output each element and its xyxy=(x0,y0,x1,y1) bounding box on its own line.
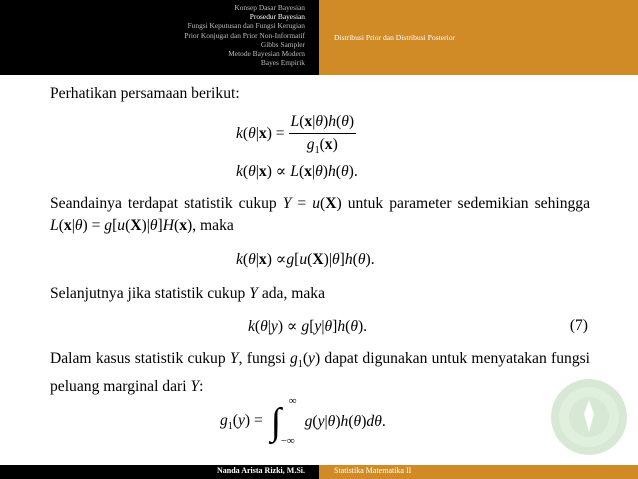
posterior-fraction: $\frac{L(x|\theta)h(\theta)}{g_1(x)}$ xyxy=(290,113,355,157)
marginal-paragraph: Dalam kasus statistik cukup Y, fungsi $g_1(y)$ dapat digunakan untuk menyatakan fungsi peluang marginal dari Y: xyxy=(50,350,591,396)
intro-paragraph: Perhatikan persamaan berikut: xyxy=(50,85,240,102)
next-paragraph: Selanjutnya jika statistik cukup Y ada, maka xyxy=(50,285,326,302)
footer-author-bar xyxy=(0,465,319,479)
nav-item-prior-konjugat[interactable]: Prior Konjugat dan Prior Non-Informatif xyxy=(184,30,305,40)
posterior-y-equation: k(θ|y) ∝ g[y|θ]h(θ). xyxy=(248,318,368,335)
section-nav-list xyxy=(184,3,305,67)
beamer-header xyxy=(0,0,638,75)
proportional-equation: k(θ|x) ∝ L(x|θ)h(θ). xyxy=(236,163,358,180)
footer-author: Nanda Arista Rizki, M.Si. xyxy=(216,466,305,475)
nav-item-fungsi-keputusan[interactable]: Fungsi Keputusan dan Fungsi Kerugian xyxy=(187,21,305,31)
subsection-title[interactable]: Distribusi Prior dan Distribusi Posterior xyxy=(334,33,456,42)
equation-number: (7) xyxy=(569,317,588,334)
slide-body xyxy=(0,75,638,465)
nav-item-konsep-dasar[interactable]: Konsep Dasar Bayesian xyxy=(234,3,305,12)
subsection-bar xyxy=(319,0,638,75)
marginal-integral-equation: $g_1(y)$ = ∫ ∞ −∞ g(y|θ)h(θ)dθ. xyxy=(220,395,386,447)
nav-item-prosedur-bayesian[interactable]: Prosedur Bayesian xyxy=(249,12,305,22)
section-navigation xyxy=(0,0,319,75)
sufficient-proportional-equation: k(θ|x) ∝g[u(X)|θ]h(θ). xyxy=(236,251,375,268)
footer-course-bar xyxy=(319,465,638,479)
footer-course: Statistika Matematika II xyxy=(334,466,412,475)
sufficient-statistic-paragraph: Seandainya terdapat statistik cukup Y = u(X) untuk parameter sedemikian sehingga L(x|θ) = g[u(X)|θ]H(x), maka xyxy=(50,195,591,234)
beamer-footer xyxy=(0,465,638,479)
nav-item-gibbs-sampler[interactable]: Gibbs Sampler xyxy=(260,39,305,49)
nav-item-bayes-empirik[interactable]: Bayes Empirik xyxy=(260,58,305,68)
posterior-fraction-equation: k(θ|x) = $\frac{L(x|\theta)h(\theta)}{g_1(x)}$ xyxy=(236,113,355,157)
university-seal-watermark xyxy=(548,376,630,458)
integral-sign: ∫ ∞ −∞ xyxy=(270,395,297,447)
nav-item-metode-modern[interactable]: Metode Bayesian Modern xyxy=(228,49,305,59)
